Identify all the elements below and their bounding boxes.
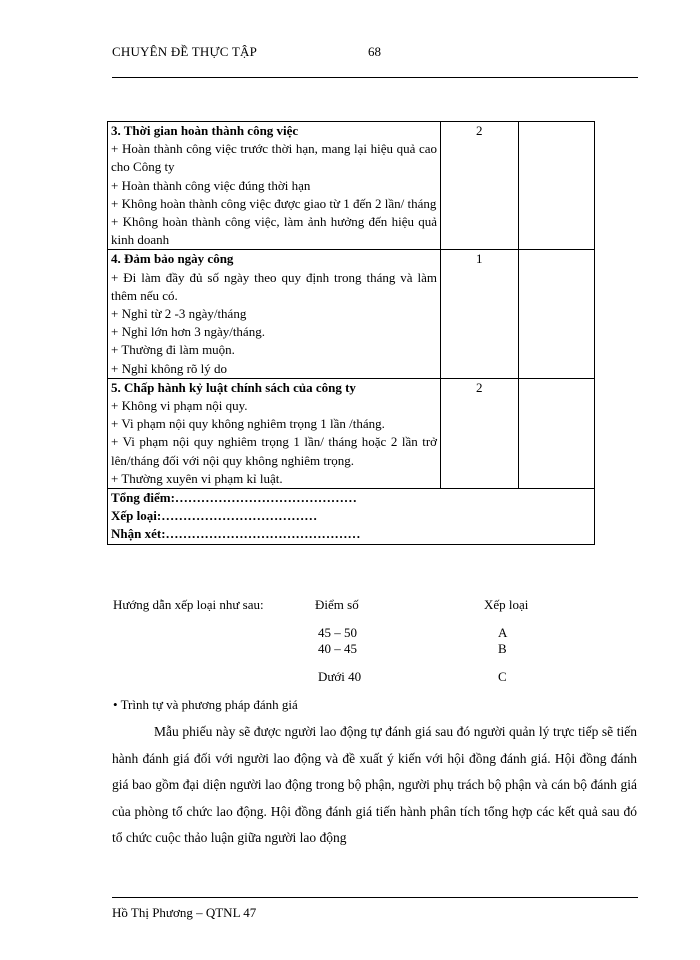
header-title: CHUYÊN ĐỀ THỰC TẬP (112, 44, 258, 59)
weight-cell: 2 (441, 122, 518, 250)
criterion-line: + Vi phạm nội quy nghiêm trọng 1 lần/ tháng hoặc 2 lần trở lên/tháng đối với nội quy không nghiêm trọng. (111, 434, 438, 468)
guide-score: 45 – 50 (318, 625, 357, 640)
criterion-title: 5. Chấp hành kỷ luật chính sách của công ty (111, 379, 356, 395)
criterion-line: + Nghỉ từ 2 -3 ngày/tháng (111, 306, 247, 322)
guide-rank: C (498, 669, 507, 684)
table-row (108, 122, 595, 250)
score-cell (518, 378, 594, 488)
guide-rank: B (498, 641, 507, 656)
criterion-line: + Vi phạm nội quy không nghiêm trọng 1 lần /tháng. (111, 416, 385, 432)
criterion-line: + Không hoàn thành công việc được giao từ 1 đến 2 lần/ tháng (111, 195, 437, 211)
criterion-cell (108, 122, 441, 250)
table-row (108, 378, 595, 488)
comment-line: Nhận xét:……………………………………… (111, 526, 361, 542)
score-cell (518, 250, 594, 378)
score-header: Điểm số (315, 597, 359, 612)
guide-score: Dưới 40 (318, 669, 362, 684)
guide-label: Hướng dẫn xếp loại như sau: (113, 597, 264, 612)
summary-row (108, 489, 595, 545)
footer-rule (112, 897, 638, 898)
weight-cell: 2 (441, 378, 518, 488)
total-score-line: Tổng điểm:…………………………………… (111, 490, 357, 506)
weight-cell: 1 (441, 250, 518, 378)
evaluation-table (107, 121, 595, 545)
criterion-line: + Không hoàn thành công việc, làm ảnh hưởng đến hiệu quả kinh doanh (111, 214, 438, 248)
criterion-line: + Hoàn thành công việc đúng thời hạn (111, 177, 311, 193)
criterion-cell (108, 250, 441, 378)
criterion-cell (108, 378, 441, 488)
rank-header: Xếp loại (484, 597, 529, 612)
rank-line: Xếp loại:……………………………… (111, 508, 318, 524)
guide-score: 40 – 45 (318, 641, 357, 656)
header-rule (112, 77, 638, 78)
criterion-line: + Nghỉ không rõ lý do (111, 360, 228, 376)
paragraph-text: Mẫu phiếu này sẽ được người lao động tự đánh giá sau đó người quản lý trực tiếp sẽ tiến hành đánh giá đối với người lao động và đề xuất ý kiến với hội đồng đánh giá. Hội đồng đánh giá bao gồm đại diện người lao động trong bộ phận, người phụ trách bộ phận và cán bộ đánh giá của phòng tổ chức lao động. Hội đồng đánh giá tiến hành phân tích tổng hợp các kết quả sau đó tổ chức cuộc thảo luận giữa người lao động (112, 724, 637, 845)
criterion-line: + Thường xuyên vi phạm kỉ luật. (111, 470, 283, 486)
criterion-line: + Thường đi làm muộn. (111, 342, 235, 358)
summary-cell (108, 489, 595, 545)
guide-rank: A (498, 625, 508, 640)
criterion-title: 3. Thời gian hoàn thành công việc (111, 123, 299, 138)
criterion-line: + Đi làm đầy đủ số ngày theo quy định trong tháng và làm thêm nếu có. (111, 269, 438, 303)
footer-text: Hồ Thị Phương – QTNL 47 (112, 905, 257, 920)
section-bullet: • Trình tự và phương pháp đánh giá (113, 697, 298, 712)
body-paragraph (112, 719, 637, 852)
table-row (108, 250, 595, 378)
criterion-line: + Nghỉ lớn hơn 3 ngày/tháng. (111, 324, 265, 340)
score-cell (518, 122, 594, 250)
criterion-title: 4. Đảm bảo ngày công (111, 251, 234, 267)
criterion-line: + Không vi phạm nội quy. (111, 398, 248, 414)
criterion-line: + Hoàn thành công việc trước thời hạn, mang lại hiệu quả cao cho Công ty (111, 141, 438, 175)
page-number: 68 (368, 44, 381, 59)
